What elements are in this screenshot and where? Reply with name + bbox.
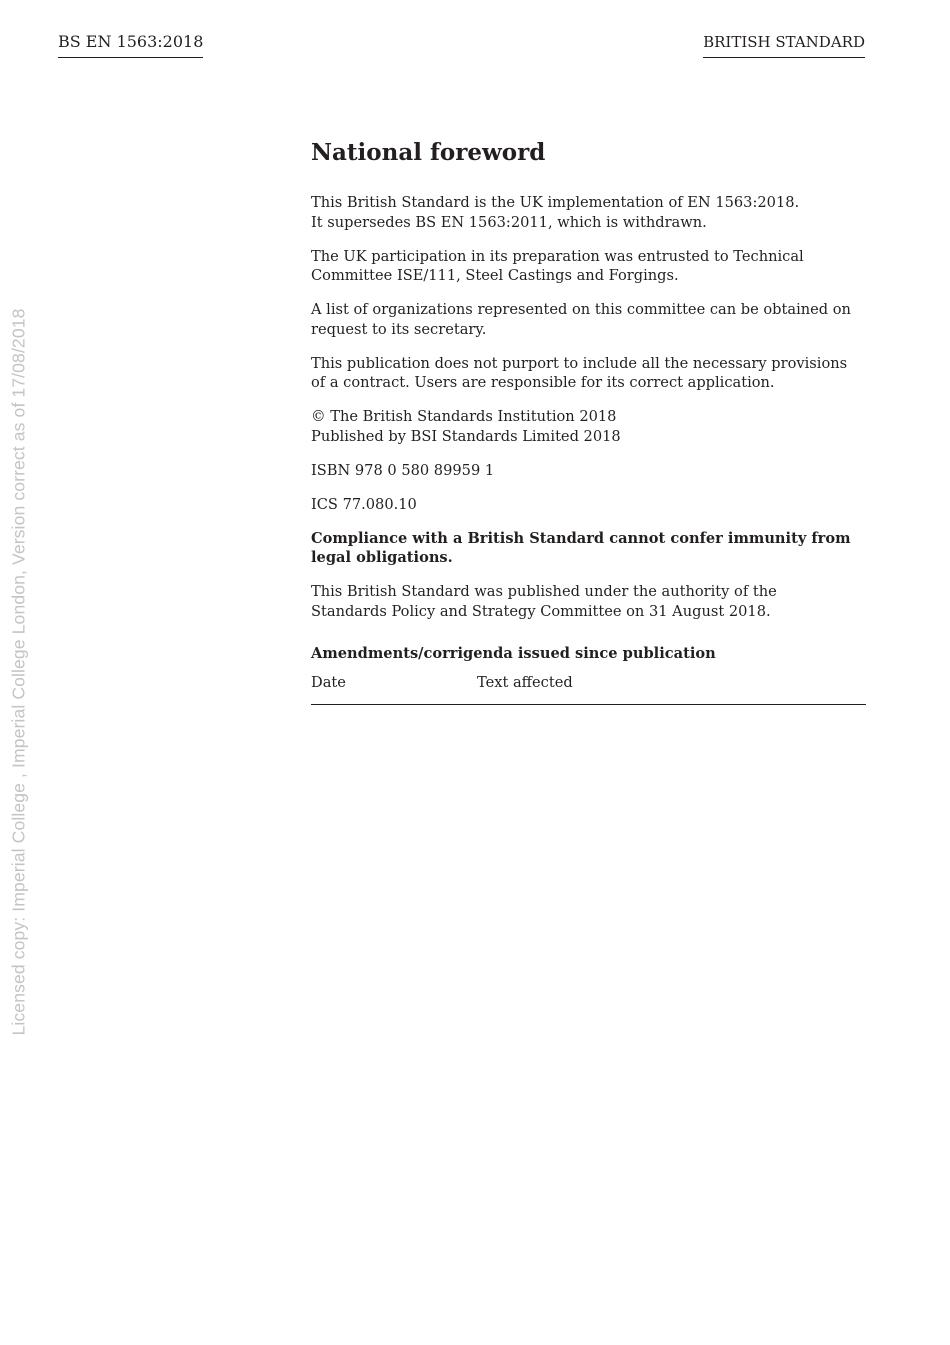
paragraph-line: Compliance with a British Standard cannot confer immunity from <box>311 529 851 547</box>
paragraph-line: ICS 77.080.10 <box>311 495 417 513</box>
paragraph-line: A list of organizations represented on this committee can be obtained on <box>311 301 851 318</box>
authority-paragraph <box>311 582 867 621</box>
paragraph-line: © The British Standards Institution 2018 <box>311 408 617 425</box>
license-watermark: Licensed copy: Imperial College , Imperial College London, Version correct as of 17/08/2018 <box>8 308 29 1036</box>
paragraph-line: Standards Policy and Strategy Committee on 31 August 2018. <box>311 602 771 620</box>
organizations-paragraph <box>311 300 867 339</box>
national-foreword <box>311 138 867 705</box>
standard-type: BRITISH STANDARD <box>703 31 865 58</box>
amendments-table <box>311 673 866 705</box>
isbn-paragraph <box>311 461 867 481</box>
paragraph-line: This publication does not purport to include all the necessary provisions <box>311 354 848 372</box>
paragraph-line: This British Standard was published under the authority of the <box>311 583 777 600</box>
copyright-paragraph <box>311 407 867 446</box>
document-id: BS EN 1563:2018 <box>58 31 203 58</box>
paragraph-line: of a contract. Users are responsible for its correct application. <box>311 374 775 391</box>
paragraph-line: Published by BSI Standards Limited 2018 <box>311 427 621 445</box>
paragraph-line: legal obligations. <box>311 549 453 566</box>
implementation-paragraph <box>311 193 867 232</box>
paragraph-line: The UK participation in its preparation was entrusted to Technical <box>311 247 804 265</box>
paragraph-line: request to its secretary. <box>311 320 487 338</box>
compliance-paragraph <box>311 529 867 568</box>
ics-paragraph <box>311 495 867 515</box>
column-header-date: Date <box>311 674 346 691</box>
paragraph-line: Committee ISE/111, Steel Castings and Forgings. <box>311 267 679 284</box>
amendments-heading: Amendments/corrigenda issued since publication <box>311 645 716 662</box>
paragraph-line: ISBN 978 0 580 89959 1 <box>311 461 495 479</box>
column-header-text-affected: Text affected <box>477 674 573 691</box>
provisions-paragraph <box>311 354 867 393</box>
paragraph-line: It supersedes BS EN 1563:2011, which is withdrawn. <box>311 213 707 231</box>
paragraph-line: This British Standard is the UK implementation of EN 1563:2018. <box>311 194 800 211</box>
participation-paragraph <box>311 247 867 286</box>
page-title: National foreword <box>311 139 546 166</box>
